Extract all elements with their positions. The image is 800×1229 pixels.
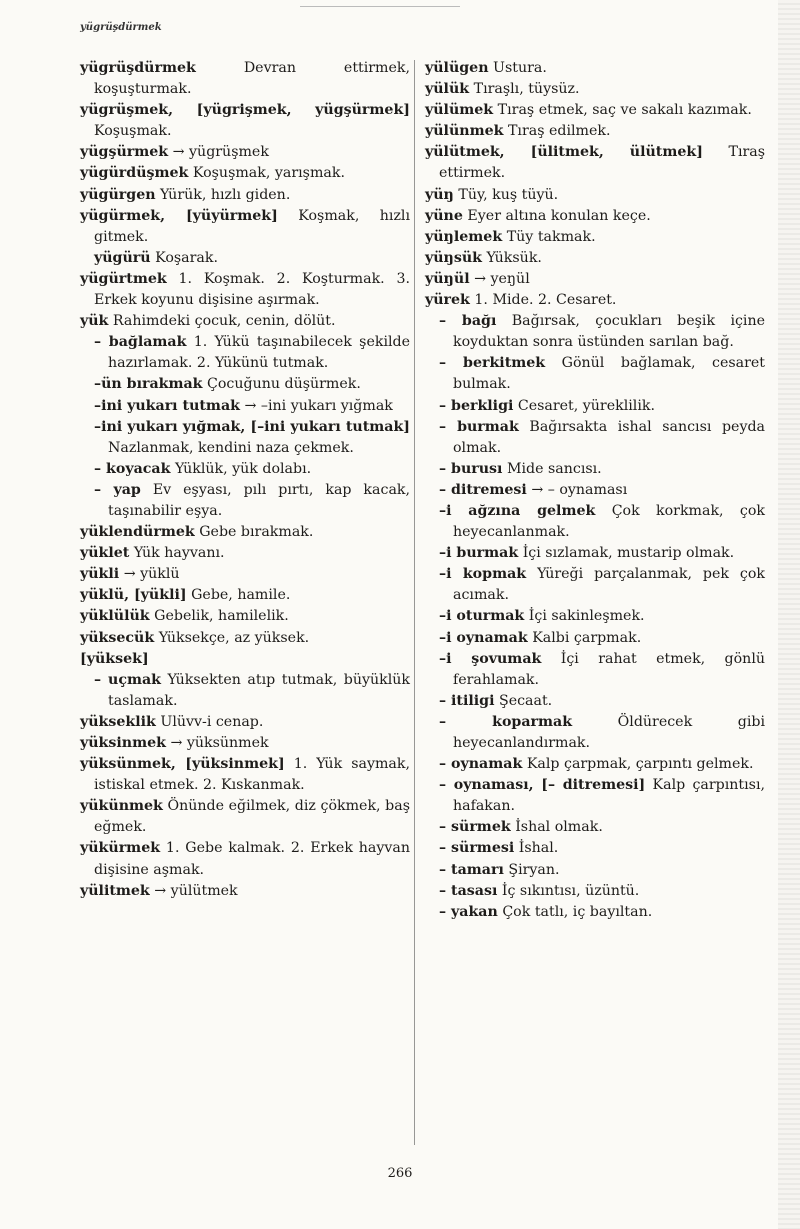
dictionary-entry xyxy=(80,649,410,670)
dictionary-entry xyxy=(80,332,410,374)
dictionary-entry xyxy=(425,227,765,248)
entry-headword: – yap xyxy=(94,481,141,498)
dictionary-entry xyxy=(425,185,765,206)
entry-headword: –i şovumak xyxy=(439,650,542,667)
entry-definition: Çok korkmak, çok heyecanlanmak. xyxy=(453,502,766,541)
entry-headword: –i ağzına gelmek xyxy=(439,502,596,519)
dictionary-entry xyxy=(425,121,765,142)
entry-definition: → yülütmek xyxy=(154,882,238,899)
dictionary-entry xyxy=(425,628,765,649)
dictionary-entry xyxy=(80,142,410,163)
dictionary-entry xyxy=(80,670,410,712)
entry-headword: – berkitmek xyxy=(439,355,546,372)
entry-definition: Bağırsakta ishal sancısı peyda olmak. xyxy=(453,418,765,456)
entry-definition: İçi sakinleşmek. xyxy=(528,608,645,625)
dictionary-entry xyxy=(425,206,765,227)
entry-definition: Eyer altına konulan keçe. xyxy=(467,207,651,224)
entry-headword: –i burmak xyxy=(439,545,519,562)
entry-headword: –i oynamak xyxy=(439,629,528,646)
entry-definition: İç sıkıntısı, üzüntü. xyxy=(501,882,640,899)
dictionary-entry xyxy=(425,480,765,501)
entry-headword: – bağı xyxy=(439,313,497,330)
entry-headword: yülünmek xyxy=(425,123,504,140)
entry-definition: Tıraş etmek, saç ve sakalı kazımak. xyxy=(497,102,752,119)
page-edge-shadow xyxy=(778,0,800,1229)
entry-definition: Yüklük, yük dolabı. xyxy=(174,460,312,477)
dictionary-entry xyxy=(80,100,410,142)
entry-headword: – yakan xyxy=(439,903,498,920)
entry-headword: yüksecük xyxy=(80,629,155,646)
dictionary-entry xyxy=(80,396,410,417)
entry-headword: yüklet xyxy=(80,545,130,562)
entry-definition: Kalp çarpmak, çarpıntı gelmek. xyxy=(526,756,754,773)
dictionary-entry xyxy=(80,374,410,395)
dictionary-entry xyxy=(80,838,410,880)
entry-headword: – tasası xyxy=(439,882,498,899)
entry-definition: Koşuşmak. xyxy=(94,123,172,140)
entry-definition: Çok tatlı, iç bayıltan. xyxy=(502,903,653,920)
entry-definition: Öldürecek gibi heyecanlandırmak. xyxy=(453,713,765,751)
dictionary-entry xyxy=(425,543,765,564)
entry-definition: Gebelik, hamilelik. xyxy=(154,608,289,625)
entry-headword: yügürü xyxy=(94,249,151,266)
entry-definition: Gönül bağlamak, cesaret bulmak. xyxy=(453,355,765,393)
dictionary-entry xyxy=(425,248,765,269)
entry-headword: yülügen xyxy=(425,60,489,76)
dictionary-entry xyxy=(80,311,410,332)
entry-headword: yülitmek xyxy=(80,882,150,899)
entry-headword: – burmak xyxy=(439,418,519,435)
entry-headword: yügrüşmek, [yügrişmek, yügşürmek] xyxy=(80,102,410,119)
entry-headword: yüksünmek, [yüksinmek] xyxy=(80,756,285,773)
entry-headword: yülütmek, [ülitmek, ülütmek] xyxy=(425,144,703,161)
entry-definition: Devran ettirmek, koşuşturmak. xyxy=(94,60,411,98)
dictionary-entry xyxy=(80,163,410,184)
entry-headword: yügürtmek xyxy=(80,270,167,287)
dictionary-entry xyxy=(425,754,765,775)
dictionary-entry xyxy=(425,269,765,290)
entry-definition: Tıraş edilmek. xyxy=(507,123,611,140)
entry-definition: → – oynaması xyxy=(531,481,628,498)
entry-headword: yük xyxy=(80,313,109,330)
entry-headword: yügrüşdürmek xyxy=(80,60,196,76)
entry-headword: yülük xyxy=(425,81,470,98)
dictionary-entry xyxy=(80,206,410,248)
entry-definition: Koşuşmak, yarışmak. xyxy=(192,165,345,182)
entry-definition: Şecaat. xyxy=(498,692,553,709)
entry-headword: yükli xyxy=(80,566,120,583)
dictionary-entry xyxy=(425,860,765,881)
dictionary-entry xyxy=(80,733,410,754)
entry-headword: –i kopmak xyxy=(439,566,527,583)
entry-definition: → yeŋül xyxy=(474,270,530,287)
dictionary-entry xyxy=(425,775,765,817)
entry-definition: 1. Mide. 2. Cesaret. xyxy=(474,292,617,309)
entry-definition: İçi rahat etmek, gönlü ferahlamak. xyxy=(453,650,765,688)
entry-headword: yüŋül xyxy=(425,270,470,287)
dictionary-entry xyxy=(80,185,410,206)
entry-definition: 1. Yük saymak, istiskal etmek. 2. Kıskanmak. xyxy=(94,756,410,794)
dictionary-entry xyxy=(425,564,765,606)
dictionary-entry xyxy=(425,100,765,121)
entry-definition: Çocuğunu düşürmek. xyxy=(207,376,361,393)
entry-definition: Yüreği parçalanmak, pek çok acımak. xyxy=(453,566,765,604)
dictionary-entry xyxy=(80,543,410,564)
entry-definition: 1. Yükü taşınabilecek şekilde hazırlamak. 2. Yükünü tutmak. xyxy=(108,334,410,372)
dictionary-entry xyxy=(425,79,765,100)
entry-headword: –ün bırakmak xyxy=(94,376,203,393)
dictionary-entry xyxy=(80,796,410,838)
entry-definition: Koşarak. xyxy=(155,249,218,266)
entry-headword: – oynamak xyxy=(439,756,523,773)
dictionary-entry xyxy=(80,754,410,796)
entry-definition: Tüy takmak. xyxy=(506,228,596,245)
entry-definition: Ev eşyası, pılı pırtı, kap kacak, taşınabilir eşya. xyxy=(108,481,411,519)
entry-headword: – ditremesi xyxy=(439,481,527,498)
dictionary-entry xyxy=(80,58,410,100)
dictionary-entry xyxy=(80,522,410,543)
dictionary-entry xyxy=(425,712,765,754)
entry-headword: yüklü, [yükli] xyxy=(80,587,187,604)
dictionary-entry xyxy=(425,606,765,627)
entry-headword: yüŋ xyxy=(425,186,454,203)
dictionary-entry xyxy=(425,353,765,395)
entry-definition: İshal. xyxy=(518,840,559,857)
entry-headword: yügürdüşmek xyxy=(80,165,189,182)
dictionary-entry xyxy=(425,142,765,184)
dictionary-entry xyxy=(80,248,410,269)
entry-definition: → yügrüşmek xyxy=(172,144,269,161)
dictionary-entry xyxy=(80,459,410,480)
entry-definition: Yüksük. xyxy=(486,249,542,266)
entry-definition: Tıraş ettirmek. xyxy=(439,144,766,182)
entry-headword: yüklülük xyxy=(80,608,150,625)
entry-headword: –ini yukarı tutmak xyxy=(94,397,240,414)
dictionary-entry xyxy=(80,606,410,627)
dictionary-entry xyxy=(425,691,765,712)
column-divider xyxy=(414,60,415,1145)
entry-definition: Yürük, hızlı giden. xyxy=(160,186,291,203)
entry-headword: – bağlamak xyxy=(94,334,187,351)
entry-definition: Şiryan. xyxy=(508,861,560,878)
entry-headword: yüŋlemek xyxy=(425,228,503,245)
entry-definition: Cesaret, yüreklilik. xyxy=(517,397,655,414)
entry-headword: yügşürmek xyxy=(80,144,169,161)
entry-headword: yügürgen xyxy=(80,186,156,203)
entry-headword: yügürmek, [yüyürmek] xyxy=(80,207,278,224)
entry-headword: – sürmesi xyxy=(439,840,515,857)
dictionary-entry xyxy=(80,480,410,522)
dictionary-entry xyxy=(80,417,410,459)
entry-headword: – uçmak xyxy=(94,671,162,688)
dictionary-entry xyxy=(80,585,410,606)
entry-headword: –ini yukarı yığmak, [–ini yukarı tutmak] xyxy=(94,418,410,435)
dictionary-entry xyxy=(425,881,765,902)
entry-definition: Mide sancısı. xyxy=(506,460,602,477)
entry-headword: yürek xyxy=(425,292,470,309)
dictionary-entry xyxy=(425,838,765,859)
entry-definition: Koşmak, hızlı gitmek. xyxy=(94,207,411,245)
page-number: 266 xyxy=(387,1166,413,1181)
entry-definition: Tüy, kuş tüyü. xyxy=(458,186,559,203)
dictionary-entry xyxy=(425,396,765,417)
entry-headword: – itiligi xyxy=(439,692,495,709)
entry-definition: Bağırsak, çocukları beşik içine koyduktan sonra üstünden sarılan bağ. xyxy=(453,313,765,351)
entry-headword: – burusı xyxy=(439,460,503,477)
right-column xyxy=(425,58,765,923)
entry-headword: – koyacak xyxy=(94,460,171,477)
entry-definition: Rahimdeki çocuk, cenin, dölüt. xyxy=(112,313,336,330)
entry-definition: İçi sızlamak, mustarip olmak. xyxy=(522,545,735,562)
dictionary-entry xyxy=(425,649,765,691)
entry-headword: yüksinmek xyxy=(80,735,166,751)
dictionary-entry xyxy=(80,712,410,733)
entry-definition: Ustura. xyxy=(493,60,547,76)
entry-headword: yüŋsük xyxy=(425,249,483,266)
entry-definition: 1. Koşmak. 2. Koşturmak. 3. Erkek koyunu dişisine aşırmak. xyxy=(94,270,410,309)
entry-headword: – tamarı xyxy=(439,861,504,878)
entry-definition: Yüksekçe, az yüksek. xyxy=(158,629,310,646)
entry-definition: → –ini yukarı yığmak xyxy=(244,397,393,414)
entry-definition: Gebe bırakmak. xyxy=(199,524,314,541)
entry-headword: – berkligi xyxy=(439,397,514,414)
dictionary-entry xyxy=(80,881,410,902)
entry-headword: yüklendürmek xyxy=(80,524,195,541)
entry-definition: → yüklü xyxy=(123,566,180,583)
entry-definition: Ulüvv-i cenap. xyxy=(160,713,264,730)
entry-definition: Nazlanmak, kendini naza çekmek. xyxy=(108,439,354,456)
dictionary-entry xyxy=(425,417,765,459)
dictionary-entry xyxy=(80,564,410,585)
dictionary-entry xyxy=(425,501,765,543)
entry-definition: Kalbi çarpmak. xyxy=(532,629,642,646)
entry-headword: yükürmek xyxy=(80,840,161,857)
left-column xyxy=(80,58,410,902)
entry-definition: Kalp çarpıntısı, hafakan. xyxy=(453,777,765,815)
entry-definition: İshal olmak. xyxy=(515,819,603,836)
dictionary-entry xyxy=(425,902,765,923)
dictionary-entry xyxy=(80,628,410,649)
dictionary-entry xyxy=(425,311,765,353)
dictionary-entry xyxy=(425,290,765,311)
entry-headword: yüne xyxy=(425,207,463,224)
entry-definition: 1. Gebe kalmak. 2. Erkek hayvan dişisine aşmak. xyxy=(94,840,410,878)
dictionary-entry xyxy=(425,459,765,480)
entry-headword: – sürmek xyxy=(439,819,511,836)
dictionary-entry xyxy=(425,817,765,838)
entry-headword: yükseklik xyxy=(80,713,156,730)
entry-definition: Gebe, hamile. xyxy=(191,587,291,604)
dictionary-entry xyxy=(425,58,765,79)
entry-headword: yükünmek xyxy=(80,798,163,815)
entry-headword: yülümek xyxy=(425,102,494,119)
entry-definition: Yüksekten atıp tutmak, büyüklük taslamak. xyxy=(108,671,410,709)
entry-definition: Tıraşlı, tüysüz. xyxy=(473,81,580,98)
entry-headword: –i oturmak xyxy=(439,608,525,625)
dictionary-entry xyxy=(80,269,410,311)
entry-definition: Önünde eğilmek, diz çökmek, baş eğmek. xyxy=(94,798,410,836)
running-head: yügrüşdürmek xyxy=(80,22,162,33)
top-rule xyxy=(300,6,460,7)
entry-definition: Yük hayvanı. xyxy=(133,545,225,562)
entry-headword: – koparmak xyxy=(439,713,573,730)
entry-definition: → yüksünmek xyxy=(170,735,269,751)
entry-headword: – oynaması, [– ditremesi] xyxy=(439,777,646,794)
entry-headword: [yüksek] xyxy=(80,650,149,667)
